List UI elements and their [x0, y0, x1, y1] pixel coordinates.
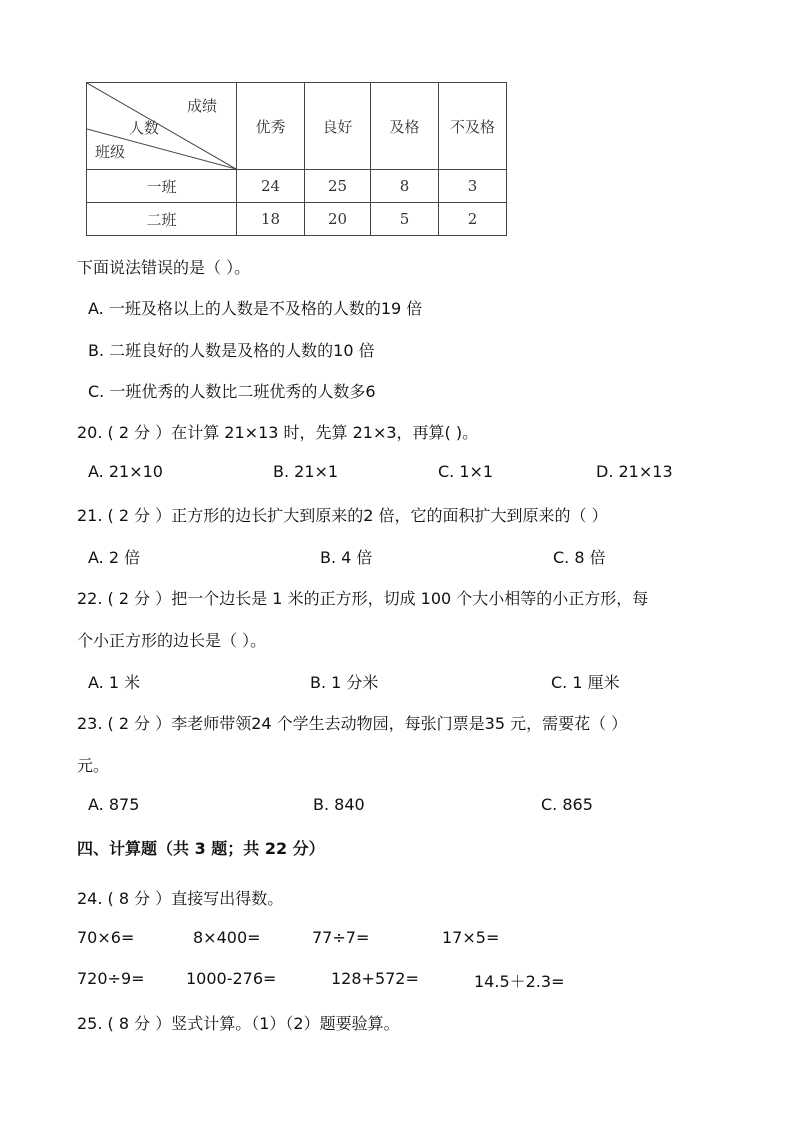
q24-expression: 14.5＋2.3= — [474, 972, 565, 991]
column-header: 优秀 — [237, 83, 305, 170]
q23-stem-line1: 23. ( 2 分 ）李老师带领24 个学生去动物园，每张门票是35 元，需要花（ ） — [77, 714, 628, 733]
q24-expression: 17×5= — [442, 928, 500, 947]
table-cell: 3 — [439, 170, 507, 203]
table-cell: 24 — [237, 170, 305, 203]
q23-option-b: B. 840 — [313, 795, 365, 814]
q24-stem: 24. ( 8 分 ）直接写出得数。 — [77, 889, 284, 908]
q22-stem-line2: 个小正方形的边长是（ ）。 — [77, 631, 267, 650]
score-table — [86, 82, 506, 235]
table-cell: 25 — [305, 170, 371, 203]
q20-option-b: B. 21×1 — [273, 462, 339, 481]
q19-option-a: A. 一班及格以上的人数是不及格的人数的19 倍 — [88, 299, 423, 318]
row-label: 二班 — [87, 203, 237, 236]
corner-label-count: 人数 — [129, 119, 160, 137]
q22-stem-line1: 22. ( 2 分 ）把一个边长是 1 米的正方形，切成 100 个大小相等的小正方形，每 — [77, 589, 649, 608]
table-cell: 5 — [371, 203, 439, 236]
q24-expression: 1000-276= — [186, 969, 277, 988]
q19-option-b: B. 二班良好的人数是及格的人数的10 倍 — [88, 341, 375, 360]
q24-expression: 70×6= — [77, 928, 135, 947]
q24-expression: 128+572= — [331, 969, 419, 988]
corner-label-score: 成绩 — [187, 97, 218, 115]
table-cell: 18 — [237, 203, 305, 236]
table-cell: 20 — [305, 203, 371, 236]
table-cell: 2 — [439, 203, 507, 236]
q21-stem: 21. ( 2 分 ）正方形的边长扩大到原来的2 倍，它的面积扩大到原来的（ ） — [77, 506, 608, 525]
q24-expression: 720÷9= — [77, 969, 145, 988]
column-header: 良好 — [305, 83, 371, 170]
q23-option-a: A. 875 — [88, 795, 140, 814]
table-cell: 8 — [371, 170, 439, 203]
section-heading: 四、计算题（共 3 题；共 22 分） — [77, 839, 325, 858]
q19-stem: 下面说法错误的是（ ）。 — [77, 258, 251, 277]
q24-expression: 77÷7= — [312, 928, 370, 947]
q21-option-b: B. 4 倍 — [320, 548, 373, 567]
q22-option-c: C. 1 厘米 — [551, 673, 620, 692]
q22-option-a: A. 1 米 — [88, 673, 141, 692]
q23-option-c: C. 865 — [541, 795, 593, 814]
q25-stem: 25. ( 8 分 ）竖式计算。（1）（2）题要验算。 — [77, 1014, 400, 1033]
table-header-row — [87, 83, 507, 170]
q24-expression: 8×400= — [193, 928, 261, 947]
table-row — [87, 170, 507, 203]
q20-stem: 20. ( 2 分 ）在计算 21×13 时，先算 21×3，再算( )。 — [77, 423, 479, 442]
q21-option-c: C. 8 倍 — [553, 548, 606, 567]
table-row — [87, 203, 507, 236]
corner-label-class: 班级 — [95, 143, 126, 161]
column-header: 不及格 — [439, 83, 507, 170]
row-label: 一班 — [87, 170, 237, 203]
q21-option-a: A. 2 倍 — [88, 548, 141, 567]
q19-option-c: C. 一班优秀的人数比二班优秀的人数多6 — [88, 382, 376, 401]
q22-option-b: B. 1 分米 — [310, 673, 379, 692]
q20-option-a: A. 21×10 — [88, 462, 163, 481]
q20-option-c: C. 1×1 — [438, 462, 494, 481]
q23-stem-line2: 元。 — [77, 756, 110, 775]
column-header: 及格 — [371, 83, 439, 170]
q20-option-d: D. 21×13 — [596, 462, 673, 481]
table-corner-cell — [87, 83, 237, 170]
